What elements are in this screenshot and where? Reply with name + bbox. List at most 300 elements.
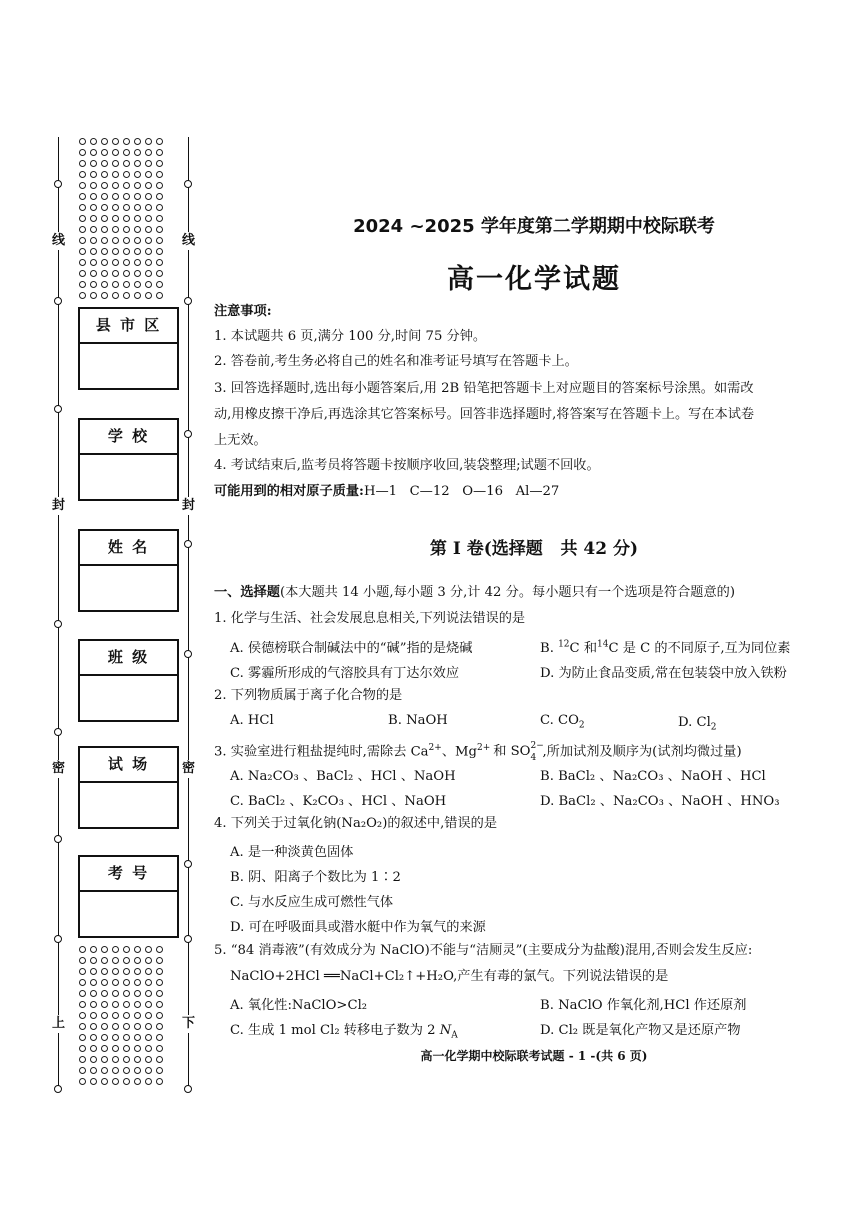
section-title: 第 Ⅰ 卷(选择题 共 42 分) (429, 539, 639, 559)
binding-dot (112, 990, 119, 997)
binding-dot (101, 182, 108, 189)
binding-dot (112, 1078, 119, 1085)
binding-dot (112, 204, 119, 211)
binding-dot (112, 979, 119, 986)
binding-dot (90, 270, 97, 277)
binding-dot (123, 204, 130, 211)
binding-dot (79, 204, 86, 211)
question-4-stem: 4. 下列关于过氧化钠(Na₂O₂)的叙述中,错误的是 (214, 816, 498, 831)
binding-dot (79, 1078, 86, 1085)
binding-dot (134, 215, 141, 222)
seal-char-left-4: 上 (52, 1016, 66, 1031)
knot (54, 405, 62, 413)
binding-dot (101, 248, 108, 255)
binding-dot (112, 215, 119, 222)
q2-option-a: A. HCl (230, 713, 274, 728)
field-input-county[interactable] (80, 344, 177, 388)
binding-dot (134, 292, 141, 299)
binding-dot (145, 215, 152, 222)
binding-dot (134, 957, 141, 964)
q5-option-b: B. NaClO 作氧化剂,HCl 作还原剂 (540, 998, 747, 1013)
q1-b-isotope-14: 14 (597, 639, 609, 650)
binding-dot (101, 193, 108, 200)
q5-option-c (230, 1019, 458, 1041)
binding-dot (101, 946, 108, 953)
q3-option-c: C. BaCl₂ 、K₂CO₃ 、HCl 、NaOH (230, 794, 447, 809)
knot (184, 1085, 192, 1093)
binding-dot (112, 171, 119, 178)
binding-dot (112, 248, 119, 255)
binding-dot (156, 1078, 163, 1085)
binding-dot (156, 1056, 163, 1063)
binding-dot (145, 292, 152, 299)
binding-dot (101, 1023, 108, 1030)
binding-dot (145, 281, 152, 288)
atomic-mass-line (214, 483, 559, 501)
binding-dot (112, 957, 119, 964)
binding-dot (134, 182, 141, 189)
binding-dot (79, 171, 86, 178)
binding-dot (101, 171, 108, 178)
knot (54, 1085, 62, 1093)
binding-dot (145, 160, 152, 167)
binding-dot (79, 1012, 86, 1019)
q5-c-avogadro: N (439, 1023, 452, 1038)
binding-dot (101, 990, 108, 997)
atomic-mass-label: 可能用到的相对原子质量: (214, 484, 364, 499)
knot (54, 620, 62, 628)
field-label: 试 场 (80, 748, 177, 783)
binding-dot (145, 149, 152, 156)
field-exam-number (78, 855, 179, 938)
binding-dot (90, 1001, 97, 1008)
q2-c-text: C. CO (540, 713, 579, 728)
binding-dot (112, 237, 119, 244)
binding-dot (156, 990, 163, 997)
note-item: 3. 回答选择题时,选出每小题答案后,用 2B 铅笔把答题卡上对应题目的答案标号涂黑。如需改 (214, 381, 754, 396)
binding-dot (101, 968, 108, 975)
section-intro (214, 584, 735, 602)
q3-stem-mg: 、Mg (441, 744, 477, 760)
binding-dot (112, 281, 119, 288)
field-class (78, 639, 179, 722)
binding-dot (79, 990, 86, 997)
binding-dot (145, 1012, 152, 1019)
binding-dot (101, 1056, 108, 1063)
binding-dot (101, 1067, 108, 1074)
binding-dot (145, 1067, 152, 1074)
binding-dot (156, 957, 163, 964)
binding-dot (123, 1078, 130, 1085)
knot (184, 297, 192, 305)
binding-dot (156, 1034, 163, 1041)
binding-dot (156, 182, 163, 189)
binding-dot (90, 226, 97, 233)
binding-dot (134, 968, 141, 975)
binding-dot (79, 138, 86, 145)
q2-d-sub: 2 (710, 722, 717, 733)
binding-dot (123, 1045, 130, 1052)
binding-dot (123, 979, 130, 986)
binding-dot (145, 248, 152, 255)
binding-dot (145, 1078, 152, 1085)
binding-dot (101, 226, 108, 233)
q5-c-avogadro-sub: A (451, 1030, 458, 1041)
field-input-school[interactable] (80, 455, 177, 499)
note-item: 4. 考试结束后,监考员将答题卡按顺序收回,装袋整理;试题不回收。 (214, 458, 600, 473)
seal-char-right-2: 封 (182, 498, 196, 513)
binding-dot (123, 281, 130, 288)
binding-dot (112, 1045, 119, 1052)
seal-char-right-1: 线 (182, 233, 196, 248)
q1-option-d: D. 为防止食品变质,常在包装袋中放入铁粉 (540, 666, 787, 681)
question-2-stem: 2. 下列物质属于离子化合物的是 (214, 688, 403, 703)
q3-option-b: B. BaCl₂ 、Na₂CO₃ 、NaOH 、HCl (540, 769, 766, 784)
binding-dot (123, 968, 130, 975)
knot (184, 650, 192, 658)
binding-dot (145, 990, 152, 997)
binding-dot (90, 160, 97, 167)
q2-option-b: B. NaOH (388, 713, 448, 728)
binding-dot (90, 138, 97, 145)
binding-dot (123, 193, 130, 200)
binding-dot (112, 968, 119, 975)
binding-dot (156, 1012, 163, 1019)
note-item: 动,用橡皮擦干净后,再选涂其它答案标号。回答非选择题时,将答案写在答题卡上。写在本试卷 (214, 407, 755, 422)
binding-dot (79, 979, 86, 986)
q5-c-text: C. 生成 1 mol Cl₂ 转移电子数为 2 (230, 1023, 440, 1038)
binding-dot (112, 160, 119, 167)
binding-dot (145, 204, 152, 211)
binding-dot (101, 204, 108, 211)
binding-dot (134, 1023, 141, 1030)
binding-dot (79, 270, 86, 277)
binding-dot (123, 259, 130, 266)
binding-dot (123, 1067, 130, 1074)
cut-line-left (58, 137, 59, 1087)
binding-dot (134, 204, 141, 211)
binding-dot (79, 248, 86, 255)
binding-dot (145, 1001, 152, 1008)
binding-dot (134, 1078, 141, 1085)
q3-so4-charge: 2− (530, 741, 544, 752)
binding-dot (101, 259, 108, 266)
binding-dot (145, 182, 152, 189)
q1-b-isotope-12: 12 (558, 639, 570, 650)
binding-dot (123, 1056, 130, 1063)
q3-ca-charge: 2+ (428, 743, 442, 753)
binding-dot (123, 248, 130, 255)
q3-mg-charge: 2+ (476, 743, 491, 753)
binding-dot (112, 149, 119, 156)
binding-dot (90, 1078, 97, 1085)
binding-dot (156, 1001, 163, 1008)
knot (54, 835, 62, 843)
binding-dot (156, 193, 163, 200)
binding-dot (156, 237, 163, 244)
q3-so4-sub: 4 (530, 753, 537, 764)
binding-dot (101, 957, 108, 964)
binding-dot (90, 1045, 97, 1052)
q4-option-a: A. 是一种淡黄色固体 (230, 845, 354, 860)
binding-dot (101, 1034, 108, 1041)
binding-dot (145, 1023, 152, 1030)
binding-dot (112, 1067, 119, 1074)
binding-dot (79, 957, 86, 964)
binding-dot (156, 248, 163, 255)
binding-dot (156, 138, 163, 145)
knot (184, 540, 192, 548)
q4-option-d: D. 可在呼吸面具或潜水艇中作为氧气的来源 (230, 920, 486, 935)
binding-dot (90, 237, 97, 244)
binding-dot (101, 281, 108, 288)
question-1-stem: 1. 化学与生活、社会发展息息相关,下列说法错误的是 (214, 611, 526, 626)
binding-dot (79, 226, 86, 233)
binding-dot (134, 1034, 141, 1041)
binding-dot (90, 182, 97, 189)
binding-dot (79, 281, 86, 288)
binding-dot (101, 160, 108, 167)
q4-option-b: B. 阴、阳离子个数比为 1∶2 (230, 870, 401, 885)
binding-dot (90, 259, 97, 266)
binding-dot (79, 182, 86, 189)
seal-char-right-4: 下 (182, 1016, 196, 1031)
binding-dot (134, 248, 141, 255)
binding-dot (123, 1001, 130, 1008)
q1-option-c: C. 雾霾所形成的气溶胶具有丁达尔效应 (230, 666, 460, 681)
binding-dot (145, 138, 152, 145)
binding-dot (101, 1078, 108, 1085)
binding-dot (90, 281, 97, 288)
exam-subtitle: 高一化学试题 (447, 264, 621, 295)
q5-option-a: A. 氧化性:NaClO>Cl₂ (230, 998, 368, 1013)
binding-dot (134, 149, 141, 156)
knot (54, 935, 62, 943)
field-input-exam-number[interactable] (80, 892, 177, 936)
binding-dot (79, 215, 86, 222)
q1-b-mid: C 和 (569, 641, 598, 656)
field-label: 学 校 (80, 420, 177, 455)
binding-dot (134, 1012, 141, 1019)
binding-dot (145, 946, 152, 953)
binding-dot (123, 226, 130, 233)
field-label: 姓 名 (80, 531, 177, 566)
knot (54, 297, 62, 305)
binding-dot (112, 946, 119, 953)
binding-dot (90, 292, 97, 299)
binding-dot (123, 149, 130, 156)
section-intro-label: 一、选择题 (214, 585, 280, 600)
binding-dot (90, 215, 97, 222)
binding-dot (90, 1023, 97, 1030)
question-5-stem-line-2: NaClO+2HCl ══NaCl+Cl₂↑+H₂O,产生有毒的氯气。下列说法错误的是 (230, 969, 669, 984)
binding-dot (134, 237, 141, 244)
q1-b-post: C 是 C 的不同原子,互为同位素 (608, 641, 791, 656)
binding-dot (145, 1045, 152, 1052)
binding-dot (145, 979, 152, 986)
field-label: 县 市 区 (80, 309, 177, 344)
field-label: 班 级 (80, 641, 177, 676)
binding-dot (101, 1001, 108, 1008)
binding-dot (90, 1056, 97, 1063)
q3-stem-pre: 3. 实验室进行粗盐提纯时,需除去 Ca (214, 744, 429, 760)
binding-dot (134, 1056, 141, 1063)
binding-dot (101, 138, 108, 145)
q3-so4-script (530, 741, 544, 764)
binding-dot (79, 259, 86, 266)
binding-dot (134, 171, 141, 178)
binding-dot (145, 968, 152, 975)
binding-dot (101, 149, 108, 156)
binding-dot (123, 946, 130, 953)
q2-d-text: D. Cl (678, 715, 711, 730)
question-3-stem (214, 739, 742, 764)
q2-c-sub: 2 (578, 720, 585, 731)
knot (184, 860, 192, 868)
binding-dot (134, 259, 141, 266)
seal-char-left-1: 线 (52, 233, 66, 248)
field-name (78, 529, 179, 612)
binding-dot (101, 270, 108, 277)
binding-dot (145, 237, 152, 244)
knot (54, 180, 62, 188)
binding-dot (134, 1001, 141, 1008)
binding-dot (101, 1012, 108, 1019)
binding-dot (134, 270, 141, 277)
binding-dot (134, 1045, 141, 1052)
q1-option-a: A. 侯德榜联合制碱法中的“碱”指的是烧碱 (230, 641, 473, 656)
binding-dot (134, 226, 141, 233)
field-county (78, 307, 179, 390)
q5-option-d: D. Cl₂ 既是氧化产物又是还原产物 (540, 1023, 741, 1038)
cut-line-right (188, 137, 189, 1087)
binding-dot (112, 292, 119, 299)
binding-dot (90, 248, 97, 255)
binding-dot (90, 968, 97, 975)
binding-dot (134, 281, 141, 288)
binding-dot (156, 281, 163, 288)
binding-dot (79, 1045, 86, 1052)
binding-dot (156, 215, 163, 222)
question-5-stem-line-1: 5. “84 消毒液”(有效成分为 NaClO)不能与“洁厕灵”(主要成分为盐酸)混用,否则会发生反应: (214, 943, 753, 958)
binding-dot (134, 193, 141, 200)
binding-dot (156, 979, 163, 986)
binding-dot (123, 1034, 130, 1041)
dot-grid-top (78, 137, 166, 302)
exam-title: 2024 ~2025 学年度第二学期期中校际联考 (353, 216, 715, 237)
binding-dot (90, 1067, 97, 1074)
note-item: 2. 答卷前,考生务必将自己的姓名和准考证号填写在答题卡上。 (214, 354, 578, 369)
knot (54, 728, 62, 736)
binding-dot (112, 182, 119, 189)
binding-dot (156, 292, 163, 299)
binding-dot (123, 957, 130, 964)
binding-dot (123, 160, 130, 167)
dot-grid-bottom (78, 945, 166, 1088)
binding-dot (112, 1056, 119, 1063)
binding-dot (156, 968, 163, 975)
binding-dot (112, 193, 119, 200)
binding-dot (123, 1023, 130, 1030)
binding-dot (145, 171, 152, 178)
binding-dot (134, 160, 141, 167)
binding-dot (101, 979, 108, 986)
binding-dot (123, 237, 130, 244)
binding-dot (156, 171, 163, 178)
binding-dot (101, 292, 108, 299)
q3-stem-post: ,所加试剂及顺序为(试剂均微过量) (542, 744, 742, 760)
q4-option-c: C. 与水反应生成可燃性气体 (230, 895, 394, 910)
binding-dot (79, 160, 86, 167)
q1-option-b (540, 637, 790, 656)
field-exam-room (78, 746, 179, 829)
binding-dot (112, 1012, 119, 1019)
binding-dot (112, 259, 119, 266)
seal-char-right-3: 密 (182, 761, 196, 776)
binding-dot (90, 204, 97, 211)
binding-dot (156, 1023, 163, 1030)
page-footer: 高一化学期中校际联考试题 - 1 -(共 6 页) (420, 1049, 648, 1063)
binding-dot (134, 1067, 141, 1074)
field-input-class[interactable] (80, 676, 177, 720)
binding-dot (156, 1067, 163, 1074)
binding-dot (90, 1034, 97, 1041)
knot (184, 935, 192, 943)
binding-dot (79, 1023, 86, 1030)
binding-dot (156, 270, 163, 277)
binding-dot (156, 259, 163, 266)
binding-dot (145, 1034, 152, 1041)
q1-b-prefix: B. (540, 641, 559, 656)
binding-dot (79, 292, 86, 299)
notes-heading: 注意事项: (214, 304, 272, 319)
binding-dot (101, 1045, 108, 1052)
binding-dot (79, 1056, 86, 1063)
binding-dot (156, 226, 163, 233)
binding-dot (156, 149, 163, 156)
binding-dot (145, 1056, 152, 1063)
binding-dot (79, 237, 86, 244)
binding-dot (79, 1001, 86, 1008)
field-input-name[interactable] (80, 566, 177, 610)
knot (184, 430, 192, 438)
note-item: 1. 本试题共 6 页,满分 100 分,时间 75 分钟。 (214, 329, 487, 344)
seal-char-left-3: 密 (52, 761, 66, 776)
field-label: 考 号 (80, 857, 177, 892)
binding-dot (90, 149, 97, 156)
field-input-exam-room[interactable] (80, 783, 177, 827)
q3-stem-so: 和 SO (493, 744, 531, 760)
binding-dot (79, 1034, 86, 1041)
binding-dot (90, 946, 97, 953)
binding-dot (112, 270, 119, 277)
binding-dot (156, 946, 163, 953)
binding-dot (123, 270, 130, 277)
binding-dot (112, 226, 119, 233)
binding-dot (134, 990, 141, 997)
note-item: 上无效。 (214, 433, 267, 448)
binding-dot (123, 292, 130, 299)
q2-option-d (678, 715, 717, 733)
binding-dot (79, 1067, 86, 1074)
q2-option-c (540, 713, 585, 731)
q3-option-a: A. Na₂CO₃ 、BaCl₂ 、HCl 、NaOH (230, 769, 456, 784)
binding-dot (145, 270, 152, 277)
binding-dot (156, 204, 163, 211)
binding-dot (112, 1023, 119, 1030)
binding-dot (145, 259, 152, 266)
binding-dot (123, 138, 130, 145)
